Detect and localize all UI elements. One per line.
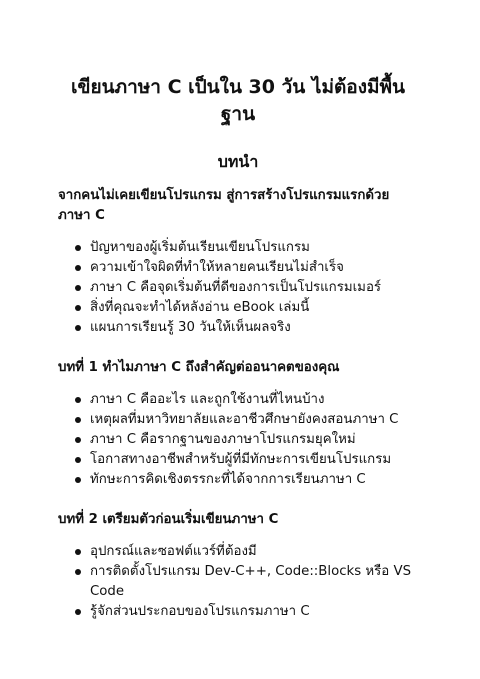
list-item [58, 470, 418, 490]
list-item [58, 562, 418, 602]
bullet-icon [75, 397, 81, 403]
bullet-icon [75, 477, 81, 483]
bullet-list [58, 378, 418, 490]
section-intro [58, 173, 418, 338]
list-item [58, 258, 418, 278]
list-item-text: เหตุผลที่มหาวิทยาลัยและอาชีวศึกษายังคงสอนภาษา C [90, 412, 399, 427]
bullet-icon [75, 417, 81, 423]
list-item [58, 430, 418, 450]
section-chapter-2 [58, 490, 418, 622]
list-item [58, 238, 418, 258]
list-item-text: สิ่งที่คุณจะทำได้หลังอ่าน eBook เล่มนี้ [90, 300, 310, 315]
list-item-text: แผนการเรียนรู้ 30 วันให้เห็นผลจริง [90, 320, 291, 335]
list-item-text: ทักษะการคิดเชิงตรรกะที่ได้จากการเรียนภาษา C [90, 472, 366, 487]
list-item-text: อุปกรณ์และซอฟต์แวร์ที่ต้องมี [90, 544, 257, 559]
list-item-text: ความเข้าใจผิดที่ทำให้หลายคนเรียนไม่สำเร็จ [90, 260, 344, 275]
list-item [58, 298, 418, 318]
section-heading: จากคนไม่เคยเขียนโปรแกรม สู่การสร้างโปรแกรมแรกด้วยภาษา C [58, 188, 390, 223]
list-item-text: รู้จักส่วนประกอบของโปรแกรมภาษา C [90, 604, 310, 619]
list-item-text: การติดตั้งโปรแกรม Dev-C++, Code::Blocks หรือ VS Code [90, 564, 412, 599]
bullet-icon [75, 245, 81, 251]
document-subtitle: บทนำ [217, 152, 259, 171]
bullet-icon [75, 305, 81, 311]
list-item-text: ปัญหาของผู้เริ่มต้นเรียนเขียนโปรแกรม [90, 240, 310, 255]
list-item-text: ภาษา C คือรากฐานของภาษาโปรแกรมยุคใหม่ [90, 432, 356, 447]
section-heading: บทที่ 1 ทำไมภาษา C ถึงสำคัญต่ออนาคตของคุณ [58, 360, 340, 375]
list-item [58, 390, 418, 410]
bullet-icon [75, 265, 81, 271]
bullet-icon [75, 437, 81, 443]
list-item [58, 450, 418, 470]
document-title: เขียนภาษา C เป็นใน 30 วัน ไม่ต้องมีพื้นฐาน [70, 76, 406, 125]
bullet-icon [75, 457, 81, 463]
list-item [58, 278, 418, 298]
list-item [58, 318, 418, 338]
bullet-icon [75, 569, 81, 575]
list-item [58, 410, 418, 430]
list-item-text: ภาษา C คืออะไร และถูกใช้งานที่ไหนบ้าง [90, 392, 325, 407]
bullet-list [58, 226, 418, 338]
list-item-text: โอกาสทางอาชีพสำหรับผู้ที่มีทักษะการเขียนโปรแกรม [90, 452, 392, 467]
list-item [58, 542, 418, 562]
list-item-text: ภาษา C คือจุดเริ่มต้นที่ดีของการเป็นโปรแกรมเมอร์ [90, 280, 382, 295]
list-item [58, 602, 418, 622]
section-chapter-1 [58, 338, 418, 490]
bullet-icon [75, 325, 81, 331]
bullet-icon [75, 285, 81, 291]
section-heading: บทที่ 2 เตรียมตัวก่อนเริ่มเขียนภาษา C [58, 512, 279, 527]
bullet-icon [75, 549, 81, 555]
bullet-list [58, 530, 418, 622]
bullet-icon [75, 609, 81, 615]
